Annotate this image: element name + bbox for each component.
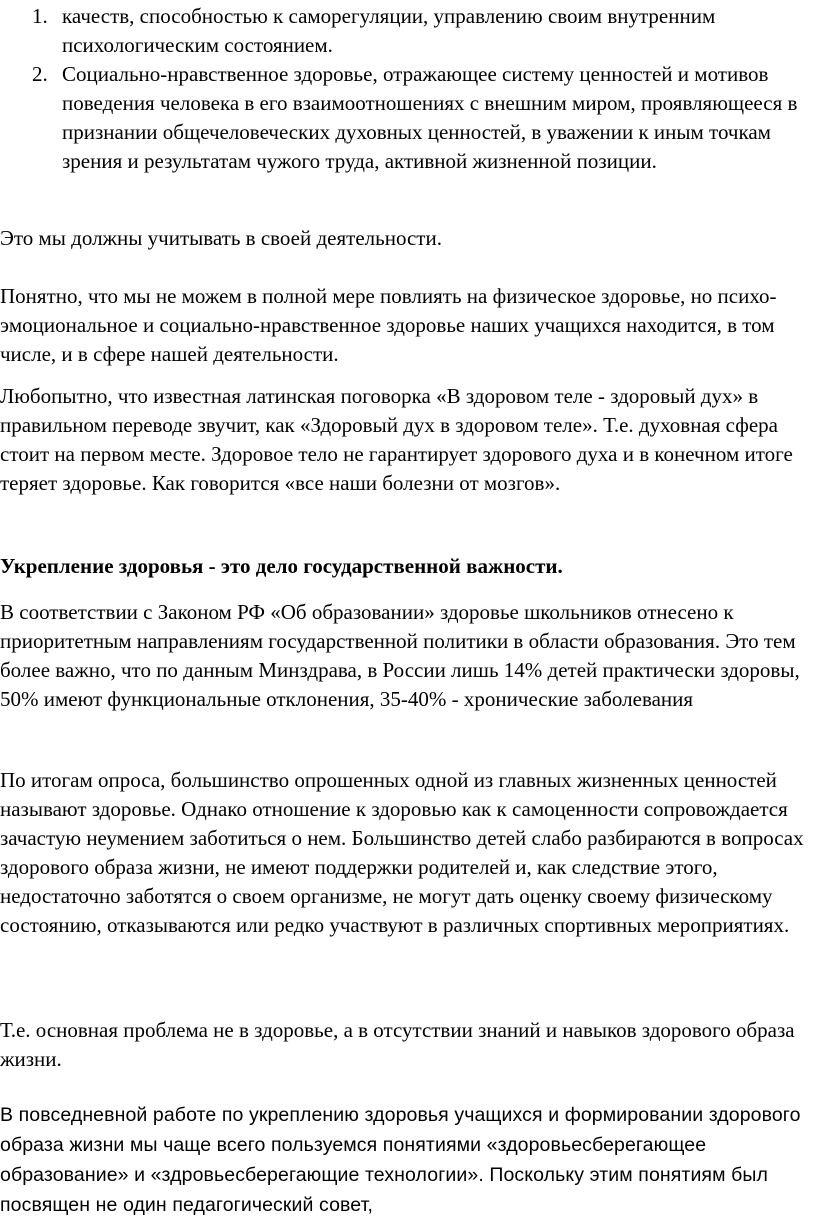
paragraph: По итогам опроса, большинство опрошенных одной из главных жизненных ценностей называют здоровье. Однако отношение к здоровью как к самоценности сопровождается зачастую неумением заботиться о нем. Большинство детей слабо разбираются в вопросах здорового образа жизни, не имеют поддержки родителей и, как следствие этого, недостаточно заботятся о своем организме, не могут дать оценку своему физическому состоянию, отказываются или редко участвуют в различных спортивных мероприятиях. <box>0 768 804 937</box>
paragraph: Любопытно, что известная латинская поговорка «В здоровом теле - здоровый дух» в правильном переводе звучит, как «Здоровый дух в здоровом теле». Т.е. духовная сфера стоит на первом месте. Здоровое тело не гарантирует здорового духа и в конечном итоге теряет здоровье. Как говорится «все наши болезни от мозгов». <box>0 384 793 495</box>
numbered-list <box>0 2 816 176</box>
list-item-number: 2. <box>32 62 48 86</box>
list-item-text: Социально-нравственное здоровье, отражающее систему ценностей и мотивов поведения человека в его взаимоотношениях с внешним миром, проявляющееся в признании общечеловеческих духовных ценностей, в уважении к иным точкам зрения и результатам чужого труда, активной жизненной позиции. <box>62 62 798 173</box>
paragraph: В повседневной работе по укреплению здоровья учащихся и формировании здорового образа жизни мы чаще всего пользуемся понятиями «здоровьесберегающее образование» и «здровьесберегающие технологии». Поскольку этим понятиям был посвящен не один педагогический совет, <box>0 1104 801 1216</box>
paragraph: Т.е. основная проблема не в здоровье, а в отсутствии знаний и навыков здорового образа жизни. <box>0 1018 795 1071</box>
paragraph: Понятно, что мы не можем в полной мере повлиять на физическое здоровье, но психо-эмоциональное и социально-нравственное здоровье наших учащихся находится, в том числе, и в сфере нашей деятельности. <box>0 284 777 366</box>
section-heading: Укрепление здоровья - это дело государственной важности. <box>0 554 563 578</box>
list-item-text: качеств, способностью к саморегуляции, управлению своим внутренним психологическим состоянием. <box>62 4 716 57</box>
list-item <box>0 60 802 176</box>
paragraph: В соответствии с Законом РФ «Об образовании» здоровье школьников отнесено к приоритетным направлениям государственной политики в области образования. Это тем более важно, что по данным Минздрава, в России лишь 14% детей практически здоровы, 50% имеют функциональные отклонения, 35-40% - хронические заболевания <box>0 600 800 711</box>
list-item <box>0 2 802 60</box>
list-item-number: 1. <box>32 4 48 28</box>
paragraph: Это мы должны учитывать в своей деятельности. <box>0 226 442 250</box>
